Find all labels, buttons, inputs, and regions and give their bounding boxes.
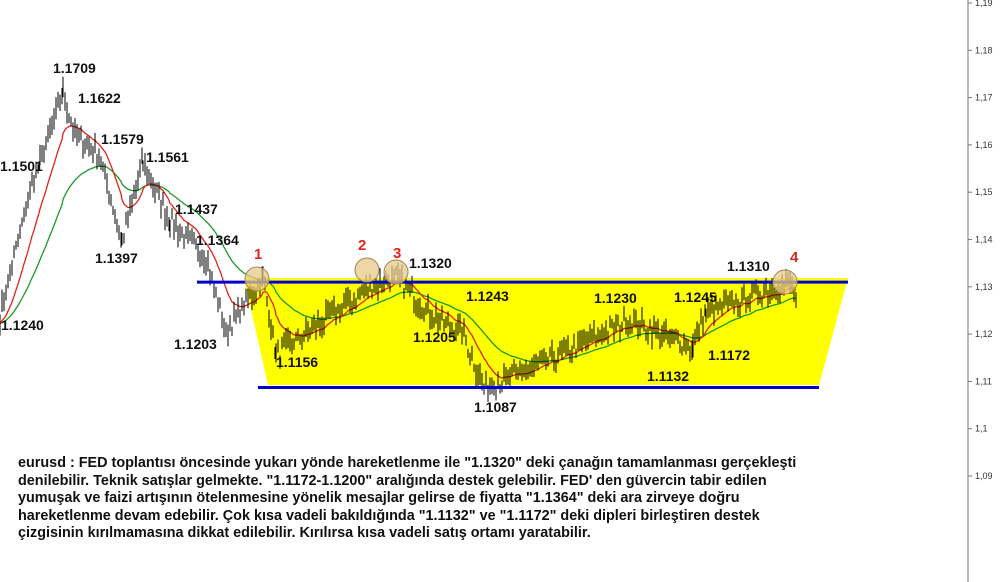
price-label: 1.1245 bbox=[674, 289, 717, 305]
price-label: 1.1709 bbox=[53, 60, 96, 76]
price-label: 1.1230 bbox=[594, 290, 637, 306]
price-axis-tick-label: 1,19 bbox=[975, 0, 993, 8]
touch-point-number: 3 bbox=[393, 245, 402, 262]
price-axis-tick-label: 1,09 bbox=[975, 471, 993, 481]
commentary-line: yumuşak ve faizi artışının ötelenmesine yönelik mesajlar gelirse de fiyatta "1.1364" deki ara zirveye doğru bbox=[18, 490, 740, 507]
price-label: 1.1203 bbox=[174, 336, 217, 352]
commentary-line: çizgisinin kırılmamasına dikkat edilebilir. Kırılırsa kısa vadeli satış ortamı yaratabilir. bbox=[18, 525, 591, 542]
price-axis-tick-label: 1,13 bbox=[975, 281, 993, 292]
price-axis-tick-label: 1,12 bbox=[975, 329, 993, 340]
touch-point-number: 4 bbox=[790, 249, 799, 266]
touch-point-circle bbox=[384, 260, 408, 284]
price-label: 1.1240 bbox=[1, 317, 44, 333]
price-axis-tick-label: 1,15 bbox=[975, 187, 993, 198]
price-label: 1.1397 bbox=[95, 250, 138, 266]
price-axis-tick-label: 1,17 bbox=[975, 92, 993, 103]
price-axis-tick-label: 1,11 bbox=[975, 376, 992, 387]
price-axis-tick-label: 1,18 bbox=[975, 45, 993, 56]
price-label: 1.1205 bbox=[413, 329, 456, 345]
market-commentary bbox=[18, 455, 958, 543]
price-label: 1.1132 bbox=[647, 368, 690, 384]
commentary-line: hareketlenme devam edebilir. Çok kısa vadeli bakıldığında "1.1132" ve "1.1172" deki dipleri birleştiren destek bbox=[18, 507, 760, 524]
price-label: 1.1579 bbox=[101, 131, 144, 147]
price-label: 1.1437 bbox=[175, 201, 218, 217]
price-label: 1.1364 bbox=[196, 232, 239, 248]
touch-point-number: 1 bbox=[254, 246, 263, 263]
touch-point-number: 2 bbox=[358, 237, 367, 254]
price-label: 1.1172 bbox=[708, 347, 751, 363]
price-axis-tick-label: 1,14 bbox=[975, 234, 993, 245]
touch-point-circle bbox=[245, 267, 269, 291]
price-label: 1.1087 bbox=[474, 399, 517, 415]
price-label: 1.1310 bbox=[727, 258, 770, 274]
price-label: 1.1156 bbox=[276, 354, 319, 370]
price-axis-tick-label: 1,1 bbox=[975, 423, 988, 434]
price-axis-tick-label: 1,16 bbox=[975, 139, 993, 150]
price-label: 1.1320 bbox=[409, 255, 452, 271]
price-label: 1.1561 bbox=[146, 149, 189, 165]
commentary-line: eurusd : FED toplantısı öncesinde yukarı yönde hareketlenme ile "1.1320" deki çanağın tamamlanması gerçekleşti bbox=[18, 455, 797, 471]
price-label: 1.1622 bbox=[78, 90, 121, 106]
touch-point-circle bbox=[773, 270, 797, 294]
price-label: 1.1501 bbox=[0, 158, 43, 174]
touch-point-circle bbox=[355, 258, 379, 282]
price-label: 1.1243 bbox=[466, 288, 509, 304]
commentary-line: denilebilir. Teknik satışlar gelmekte. "1.1172-1.1200" aralığında destek gelebilir. FED' den güvercin tabir edilen bbox=[18, 472, 767, 489]
